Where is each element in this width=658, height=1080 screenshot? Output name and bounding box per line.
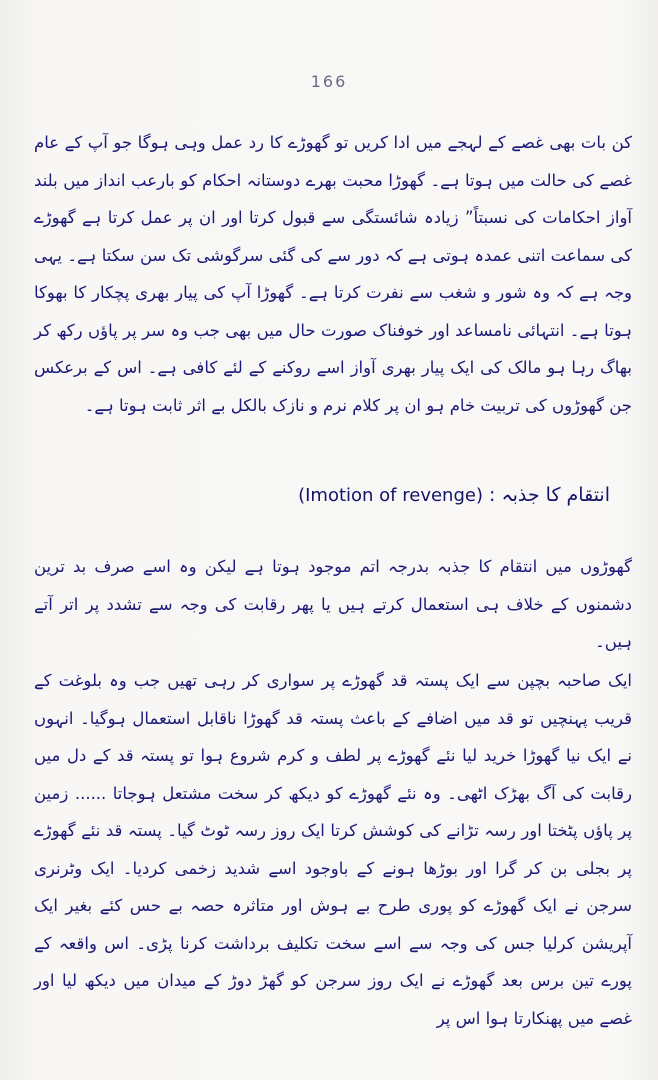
paragraph-revenge-instinct: گھوڑوں میں انتقام کا جذبہ بدرجہ اتم موجود ہوتا ہے لیکن وہ اسے صرف بد ترین دشمنوں کے خلاف ہی استعمال کرتے ہیں یا پھر رقابت کی وجہ سے تشدد پر اتر آتے ہیں۔ — [34, 557, 632, 651]
revenge-story-block — [34, 662, 632, 1037]
heading-urdu: انتقام کا جذبہ : — [489, 484, 610, 506]
page-number: 166 — [310, 72, 348, 91]
heading-english: (Imotion of revenge) — [298, 485, 483, 506]
intro-paragraph-block — [34, 124, 632, 424]
section-heading — [298, 484, 610, 506]
paragraph-hearing-and-commands: کن بات بھی غصے کے لہجے میں ادا کریں تو گھوڑے کا رد عمل وہی ہوگا جو آپ کے عام غصے کی حالت میں ہوتا ہے۔ گھوڑا محبت بھرے دوستانہ احکام کو بارعب انداز میں بلند آواز احکامات کی نسبتاً” زیادہ شائستگی سے قبول کرتا اور ان پر عمل کرتا ہے گھوڑے کی سماعت اتنی عمدہ ہوتی ہے کہ دور سے کی گئی سرگوشی تک سن سکتا ہے۔ یہی وجہ ہے کہ وہ شور و شغب سے نفرت کرتا ہے۔ گھوڑا آپ کی پیار بھری پچکار کا بھوکا ہوتا ہے۔ انتہائی نامساعد اور خوفناک صورت حال میں بھی جب وہ سر پر پاؤں رکھ کر بھاگ رہا ہو مالک کی ایک پیار بھری آواز اسے روکنے کے لئے کافی ہے۔ اس کے برعکس جن گھوڑوں کی تربیت خام ہو ان پر کلام نرم و نازک بالکل بے اثر ثابت ہوتا ہے۔ — [34, 133, 632, 415]
revenge-intro-block — [34, 548, 632, 661]
paragraph-pony-story: ایک صاحبہ بچپن سے ایک پستہ قد گھوڑے پر سواری کر رہی تھیں جب وہ بلوغت کے قریب پہنچیں تو قد میں اضافے کے باعث پستہ قد گھوڑا ناقابل استعمال ہوگیا۔ انہوں نے ایک نیا گھوڑا خرید لیا نئے گھوڑے پر لطف و کرم شروع ہوا تو پستہ قد کے دل میں رقابت کی آگ بھڑک اٹھی۔ وہ نئے گھوڑے کو دیکھ کر سخت مشتعل ہوجاتا ...... زمین پر پاؤں پٹختا اور رسہ تڑانے کی کوشش کرتا ایک روز رسہ ٹوٹ گیا۔ پستہ قد نئے گھوڑے پر بجلی بن کر گرا اور بوڑھا ہونے کے باوجود اسے شدید زخمی کردیا۔ ایک وٹرنری سرجن نے ایک گھوڑے کو پوری طرح بے ہوش اور متاثرہ حصہ بے حس کئے بغیر ایک آپریشن کرلیا جس کی وجہ سے اسے سخت تکلیف برداشت کرنا پڑی۔ اس واقعہ کے پورے تین برس بعد گھوڑے نے ایک روز سرجن کو گھڑ دوڑ کے میدان میں دیکھ لیا اور غصے میں پھنکارتا ہوا اس پر — [34, 671, 632, 1028]
